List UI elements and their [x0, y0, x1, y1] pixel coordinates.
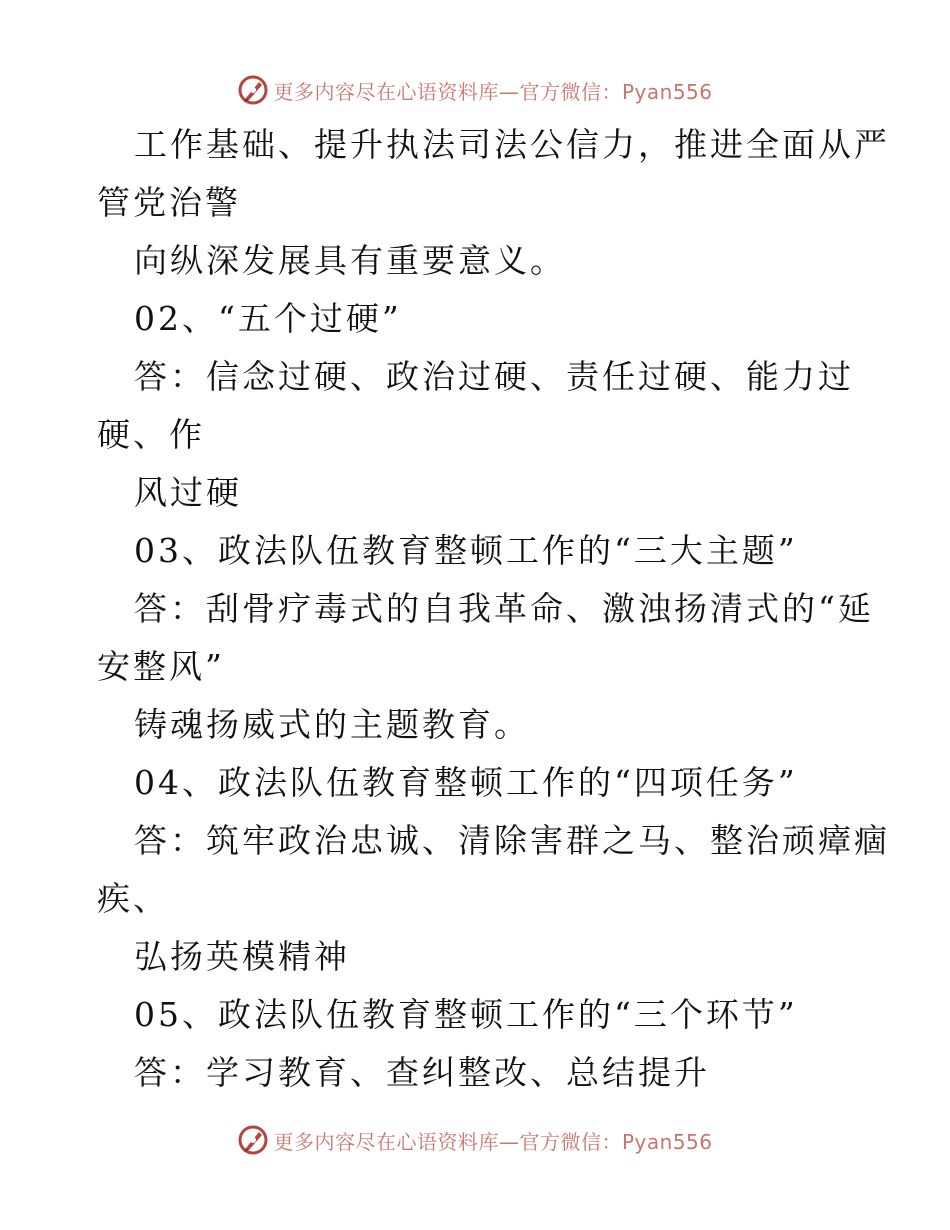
- text-line-2: 管党治警: [97, 183, 241, 222]
- heading-04: 04、政法队伍教育整顿工作的“四项任务”: [134, 763, 798, 802]
- text-line-1: 工作基础、提升执法司法公信力，推进全面从严: [134, 125, 890, 164]
- heading-02: 02、“五个过硬”: [134, 299, 402, 338]
- answer-05-line-1: 答：学习教育、查纠整改、总结提升: [134, 1053, 710, 1092]
- heading-03: 03、政法队伍教育整顿工作的“三大主题”: [134, 531, 798, 570]
- footer-watermark-text: 更多内容尽在心语资料库—官方微信：Pyan556: [273, 1129, 713, 1154]
- text-line-3: 向纵深发展具有重要意义。: [134, 241, 566, 280]
- footer-wechat-id: Pyan556: [621, 1129, 713, 1154]
- answer-04-line-1: 答：筑牢政治忠诚、清除害群之马、整治顽瘴痼: [134, 821, 890, 860]
- quill-pen-logo-icon: [237, 1124, 269, 1156]
- footer-watermark: [0, 1120, 950, 1160]
- quill-pen-logo-icon: [237, 74, 269, 106]
- answer-04-line-2: 疾、: [97, 879, 169, 918]
- document-body: [0, 116, 950, 1102]
- header-watermark: [0, 70, 950, 110]
- header-watermark-text: 更多内容尽在心语资料库—官方微信：Pyan556: [273, 79, 713, 104]
- answer-02-line-1: 答：信念过硬、政治过硬、责任过硬、能力过: [134, 357, 854, 396]
- answer-02-line-3: 风过硬: [134, 473, 242, 512]
- heading-05: 05、政法队伍教育整顿工作的“三个环节”: [134, 995, 798, 1034]
- answer-02-line-2: 硬、作: [97, 415, 205, 454]
- header-wechat-id: Pyan556: [621, 79, 713, 104]
- answer-03-line-1: 答：刮骨疗毒式的自我革命、激浊扬清式的“延: [134, 589, 874, 628]
- answer-03-line-3: 铸魂扬威式的主题教育。: [134, 705, 530, 744]
- answer-04-line-3: 弘扬英模精神: [134, 937, 350, 976]
- answer-03-line-2: 安整风”: [97, 647, 225, 686]
